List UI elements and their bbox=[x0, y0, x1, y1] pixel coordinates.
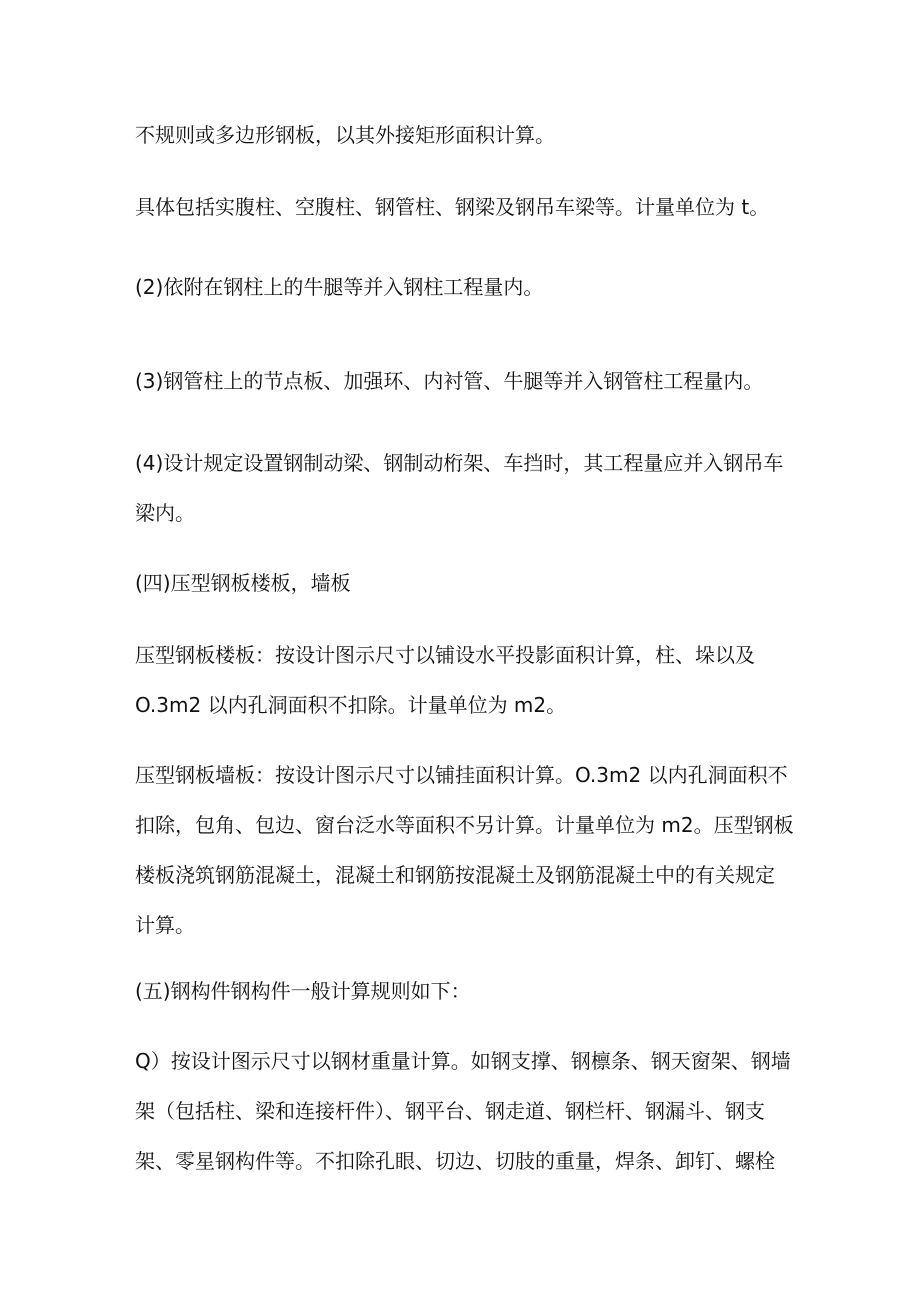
section-heading-4 bbox=[135, 564, 795, 602]
text-line: (四)压型钢板楼板，墙板 bbox=[135, 571, 351, 595]
text-line: 压型钢板墙板：按设计图示尺寸以铺挂面积计算。O.3m2 以内孔洞面积不 bbox=[135, 763, 788, 787]
paragraph-floor-slab bbox=[135, 636, 795, 724]
paragraph-wall-panel bbox=[135, 756, 795, 944]
text-line: 扣除，包角、包边、窗台泛水等面积不另计算。计量单位为 m2。压型钢板 bbox=[135, 813, 794, 837]
text-line: (4)设计规定设置钢制动梁、钢制动桁架、车挡时，其工程量应并入钢吊车 bbox=[135, 451, 784, 475]
paragraph-steel-columns bbox=[135, 188, 795, 226]
text-line: 梁内。 bbox=[135, 501, 195, 525]
paragraph-irregular-plate bbox=[135, 116, 795, 154]
section-heading-5 bbox=[135, 972, 795, 1010]
text-line: Q）按设计图示尺寸以钢材重量计算。如钢支撑、钢檩条、钢天窗架、钢墙 bbox=[135, 1049, 791, 1073]
paragraph-item-3 bbox=[135, 362, 795, 400]
text-line: 不规则或多边形钢板，以其外接矩形面积计算。 bbox=[135, 123, 555, 147]
text-line: (2)依附在钢柱上的牛腿等并入钢柱工程量内。 bbox=[135, 275, 544, 299]
text-line: O.3m2 以内孔洞面积不扣除。计量单位为 m2。 bbox=[135, 693, 567, 717]
text-line: 楼板浇筑钢筋混凝土，混凝土和钢筋按混凝土及钢筋混凝土中的有关规定 bbox=[135, 863, 775, 887]
text-line: (3)钢管柱上的节点板、加强环、内衬管、牛腿等并入钢管柱工程量内。 bbox=[135, 369, 764, 393]
text-line: 具体包括实腹柱、空腹柱、钢管柱、钢梁及钢吊车梁等。计量单位为 t。 bbox=[135, 195, 770, 219]
paragraph-item-2 bbox=[135, 268, 795, 306]
text-line: 压型钢板楼板：按设计图示尺寸以铺设水平投影面积计算，柱、垛以及 bbox=[135, 643, 755, 667]
paragraph-item-4 bbox=[135, 444, 795, 532]
paragraph-steel-members bbox=[135, 1042, 795, 1180]
text-line: 架、零星钢构件等。不扣除孔眼、切边、切肢的重量，焊条、卸钉、螺栓 bbox=[135, 1149, 775, 1173]
text-line: (五)钢构件钢构件一般计算规则如下： bbox=[135, 979, 471, 1003]
text-line: 架（包括柱、梁和连接杆件）、钢平台、钢走道、钢栏杆、钢漏斗、钢支 bbox=[135, 1099, 765, 1123]
text-line: 计算。 bbox=[135, 913, 195, 937]
